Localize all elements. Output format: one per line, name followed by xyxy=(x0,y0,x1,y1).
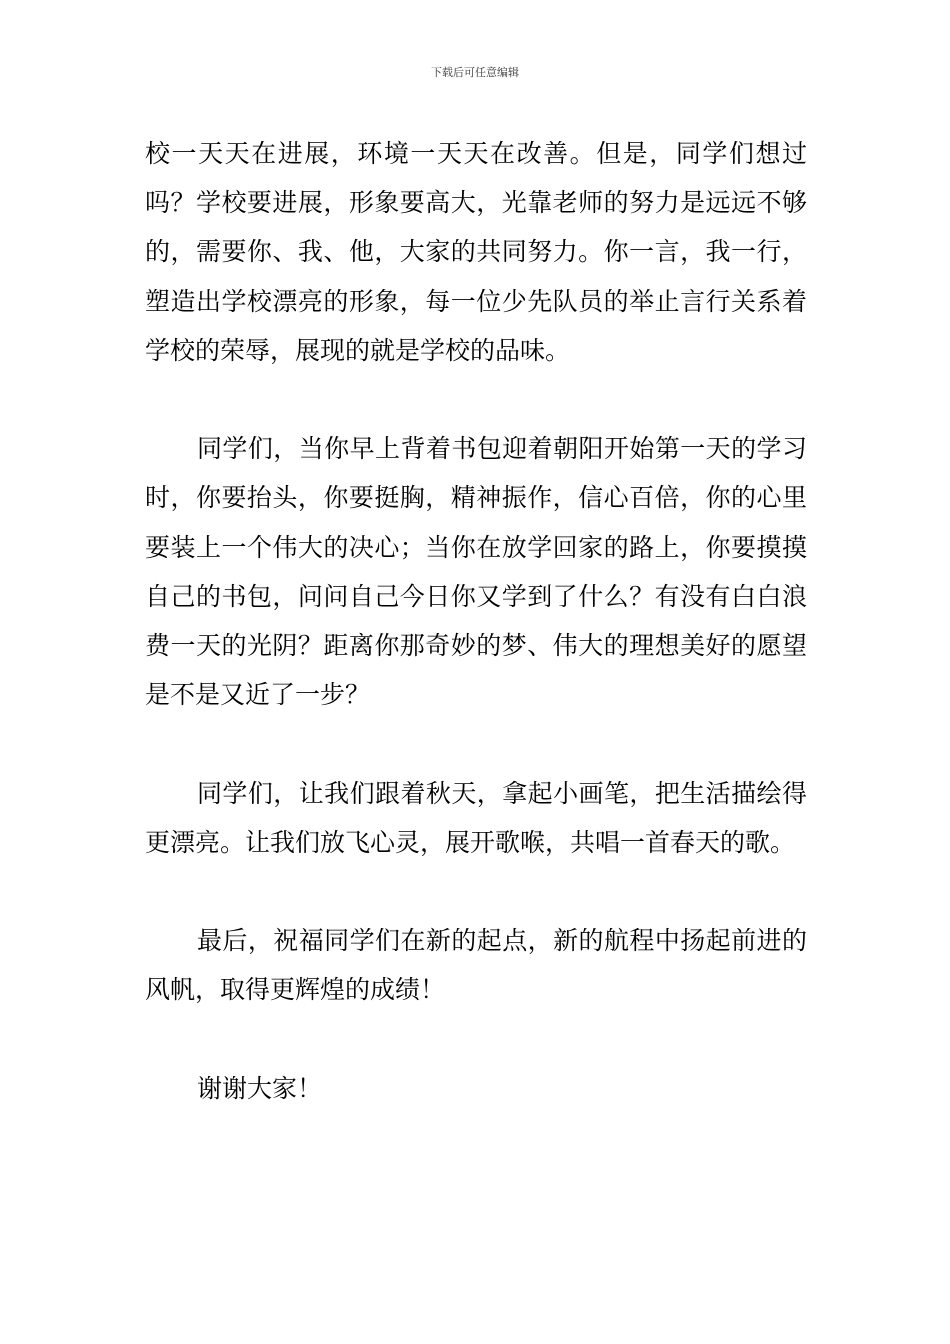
page-header: 下载后可任意编辑 xyxy=(431,66,519,79)
paragraph-gap xyxy=(145,867,807,916)
paragraph-thanks: 谢谢大家！ xyxy=(197,1073,323,1103)
paragraph-gap xyxy=(145,719,807,768)
paragraph-gap xyxy=(145,1015,807,1064)
paragraph-autumn: 同学们，让我们跟着秋天，拿起小画笔，把生活描绘得更漂亮。让我们放飞心灵，展开歌喉，共唱一首春天的歌。 xyxy=(145,778,807,857)
paragraph-morning-study: 同学们，当你早上背着书包迎着朝阳开始第一天的学习时，你要抬头，你要挺胸，精神振作，信心百倍，你的心里要装上一个伟大的决心；当你在放学回家的路上，你要摸摸自己的书包，问问自己今日你又学到了什么？有没有白白浪费一天的光阴？距离你那奇妙的梦、伟大的理想美好的愿望是不是又近了一步？ xyxy=(145,434,807,710)
document-body xyxy=(145,129,807,1113)
paragraph-school-image: 校一天天在进展，环境一天天在改善。但是，同学们想过吗？学校要进展，形象要高大，光靠老师的努力是远远不够的，需要你、我、他，大家的共同努力。你一言，我一行，塑造出学校漂亮的形象，每一位少先队员的举止言行关系着学校的荣辱，展现的就是学校的品味。 xyxy=(145,139,807,365)
paragraph-blessing: 最后，祝福同学们在新的起点，新的航程中扬起前进的风帆，取得更辉煌的成绩！ xyxy=(145,926,807,1005)
paragraph-gap xyxy=(145,375,807,424)
